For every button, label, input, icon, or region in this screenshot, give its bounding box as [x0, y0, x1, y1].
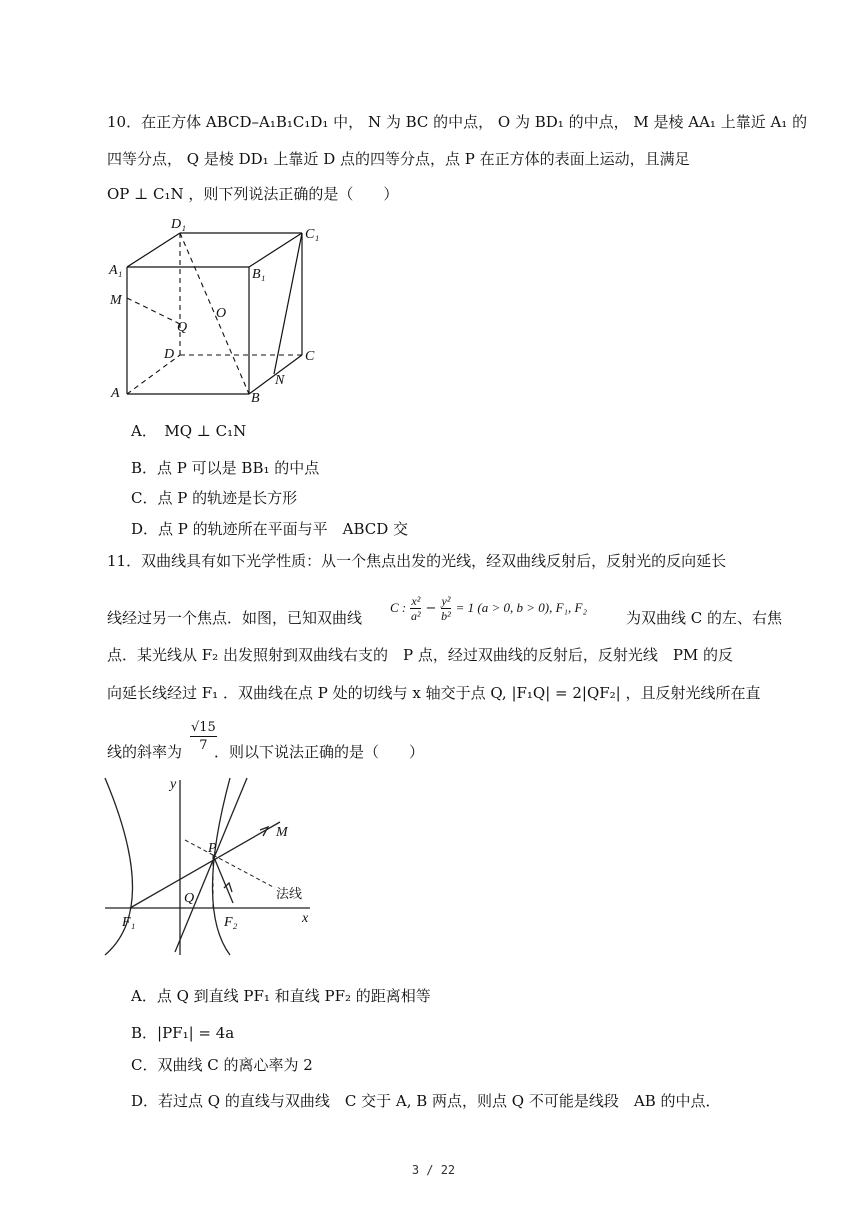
q11-line-5b: ．则以下说法正确的是（ ） [214, 743, 425, 761]
q11-line-3: 点．某光线从 F₂ 出发照射到双曲线右支的 P 点，经过双曲线的反射后，反射光线 PM 的反 [107, 646, 734, 664]
q10-option-c: C．点 P 的轨迹是长方形 [131, 489, 298, 507]
eq-x-num: x² [411, 594, 421, 608]
label-B: B [251, 391, 260, 406]
q10-option-b: B．点 P 可以是 BB₁ 的中点 [131, 459, 320, 477]
q10-line-2: 四等分点， Q 是棱 DD₁ 上靠近 D 点的四等分点，点 P 在正方体的表面上运动，且满足 [107, 150, 690, 168]
q11-line-2a: 线经过另一个焦点．如图，已知双曲线 [107, 609, 363, 627]
eq-y-den: b² [441, 609, 451, 623]
label-x: x [302, 911, 309, 926]
q11-line-1: 11．双曲线具有如下光学性质：从一个焦点出发的光线，经双曲线反射后，反射光的反向延长 [107, 552, 727, 570]
page-number: 3 / 22 [411, 1163, 456, 1177]
q11-option-c: C．双曲线 C 的离心率为 2 [131, 1056, 313, 1074]
label-F1: F₁ [122, 915, 136, 930]
eq-x-den: a² [411, 609, 421, 623]
label-M: M [276, 825, 288, 840]
q10-line-3: OP ⊥ C₁N ，则下列说法正确的是（ ） [107, 185, 399, 203]
slope-fraction [190, 719, 217, 754]
label-F2: F₂ [224, 915, 238, 930]
q11-option-d: D．若过点 Q 的直线与双曲线 C 交于 A, B 两点，则点 Q 不可能是线段 AB 的中点． [131, 1092, 721, 1110]
label-C1: C₁ [305, 227, 320, 242]
eq-rest: = 1 (a > 0, b > 0), F₁, F₂ [455, 600, 587, 615]
eq-minus: − [425, 601, 437, 616]
q11-line-4: 向延长线经过 F₁ ．双曲线在点 P 处的切线与 x 轴交于点 Q, |F₁Q| = 2|QF₂| ，且反射光线所在直 [107, 684, 761, 702]
q11-equation [390, 594, 587, 623]
eq-frac-x [410, 594, 421, 623]
cube-figure [105, 212, 335, 407]
label-D: D [164, 347, 175, 362]
q11-line-5a: 线的斜率为 [107, 743, 183, 761]
hyperbola-figure [100, 770, 325, 960]
q11-option-b: B．|PF₁| = 4a [131, 1024, 235, 1042]
label-Q: Q [177, 320, 188, 335]
label-y: y [170, 777, 177, 792]
slope-num: √15 [191, 720, 216, 735]
q10-option-d: D．点 P 的轨迹所在平面与平 ABCD 交 [131, 520, 409, 538]
slope-den: 7 [199, 738, 208, 753]
label-D1: D₁ [171, 217, 186, 232]
label-C: C [305, 349, 315, 364]
q10-line-1: 10．在正方体 ABCD–A₁B₁C₁D₁ 中， N 为 BC 的中点， O 为 BD₁ 的中点， M 是棱 AA₁ 上靠近 A₁ 的 [107, 113, 808, 131]
q11-line-2b: 为双曲线 C 的左、右焦 [626, 609, 783, 627]
label-A: A [111, 386, 120, 401]
eq-frac-y [441, 594, 452, 623]
eq-c: C : [390, 600, 407, 615]
q10-option-a: A． MQ ⊥ C₁N [131, 422, 247, 440]
label-M: M [110, 293, 122, 308]
label-B1: B₁ [252, 267, 266, 282]
label-normal: 法线 [276, 887, 303, 902]
label-Q: Q [184, 891, 195, 906]
label-N: N [275, 373, 285, 388]
label-O: O [216, 306, 227, 321]
label-A1: A₁ [109, 263, 123, 278]
label-P: P [208, 841, 217, 856]
q11-option-a: A．点 Q 到直线 PF₁ 和直线 PF₂ 的距离相等 [131, 987, 431, 1005]
eq-y-num: y² [441, 594, 451, 608]
